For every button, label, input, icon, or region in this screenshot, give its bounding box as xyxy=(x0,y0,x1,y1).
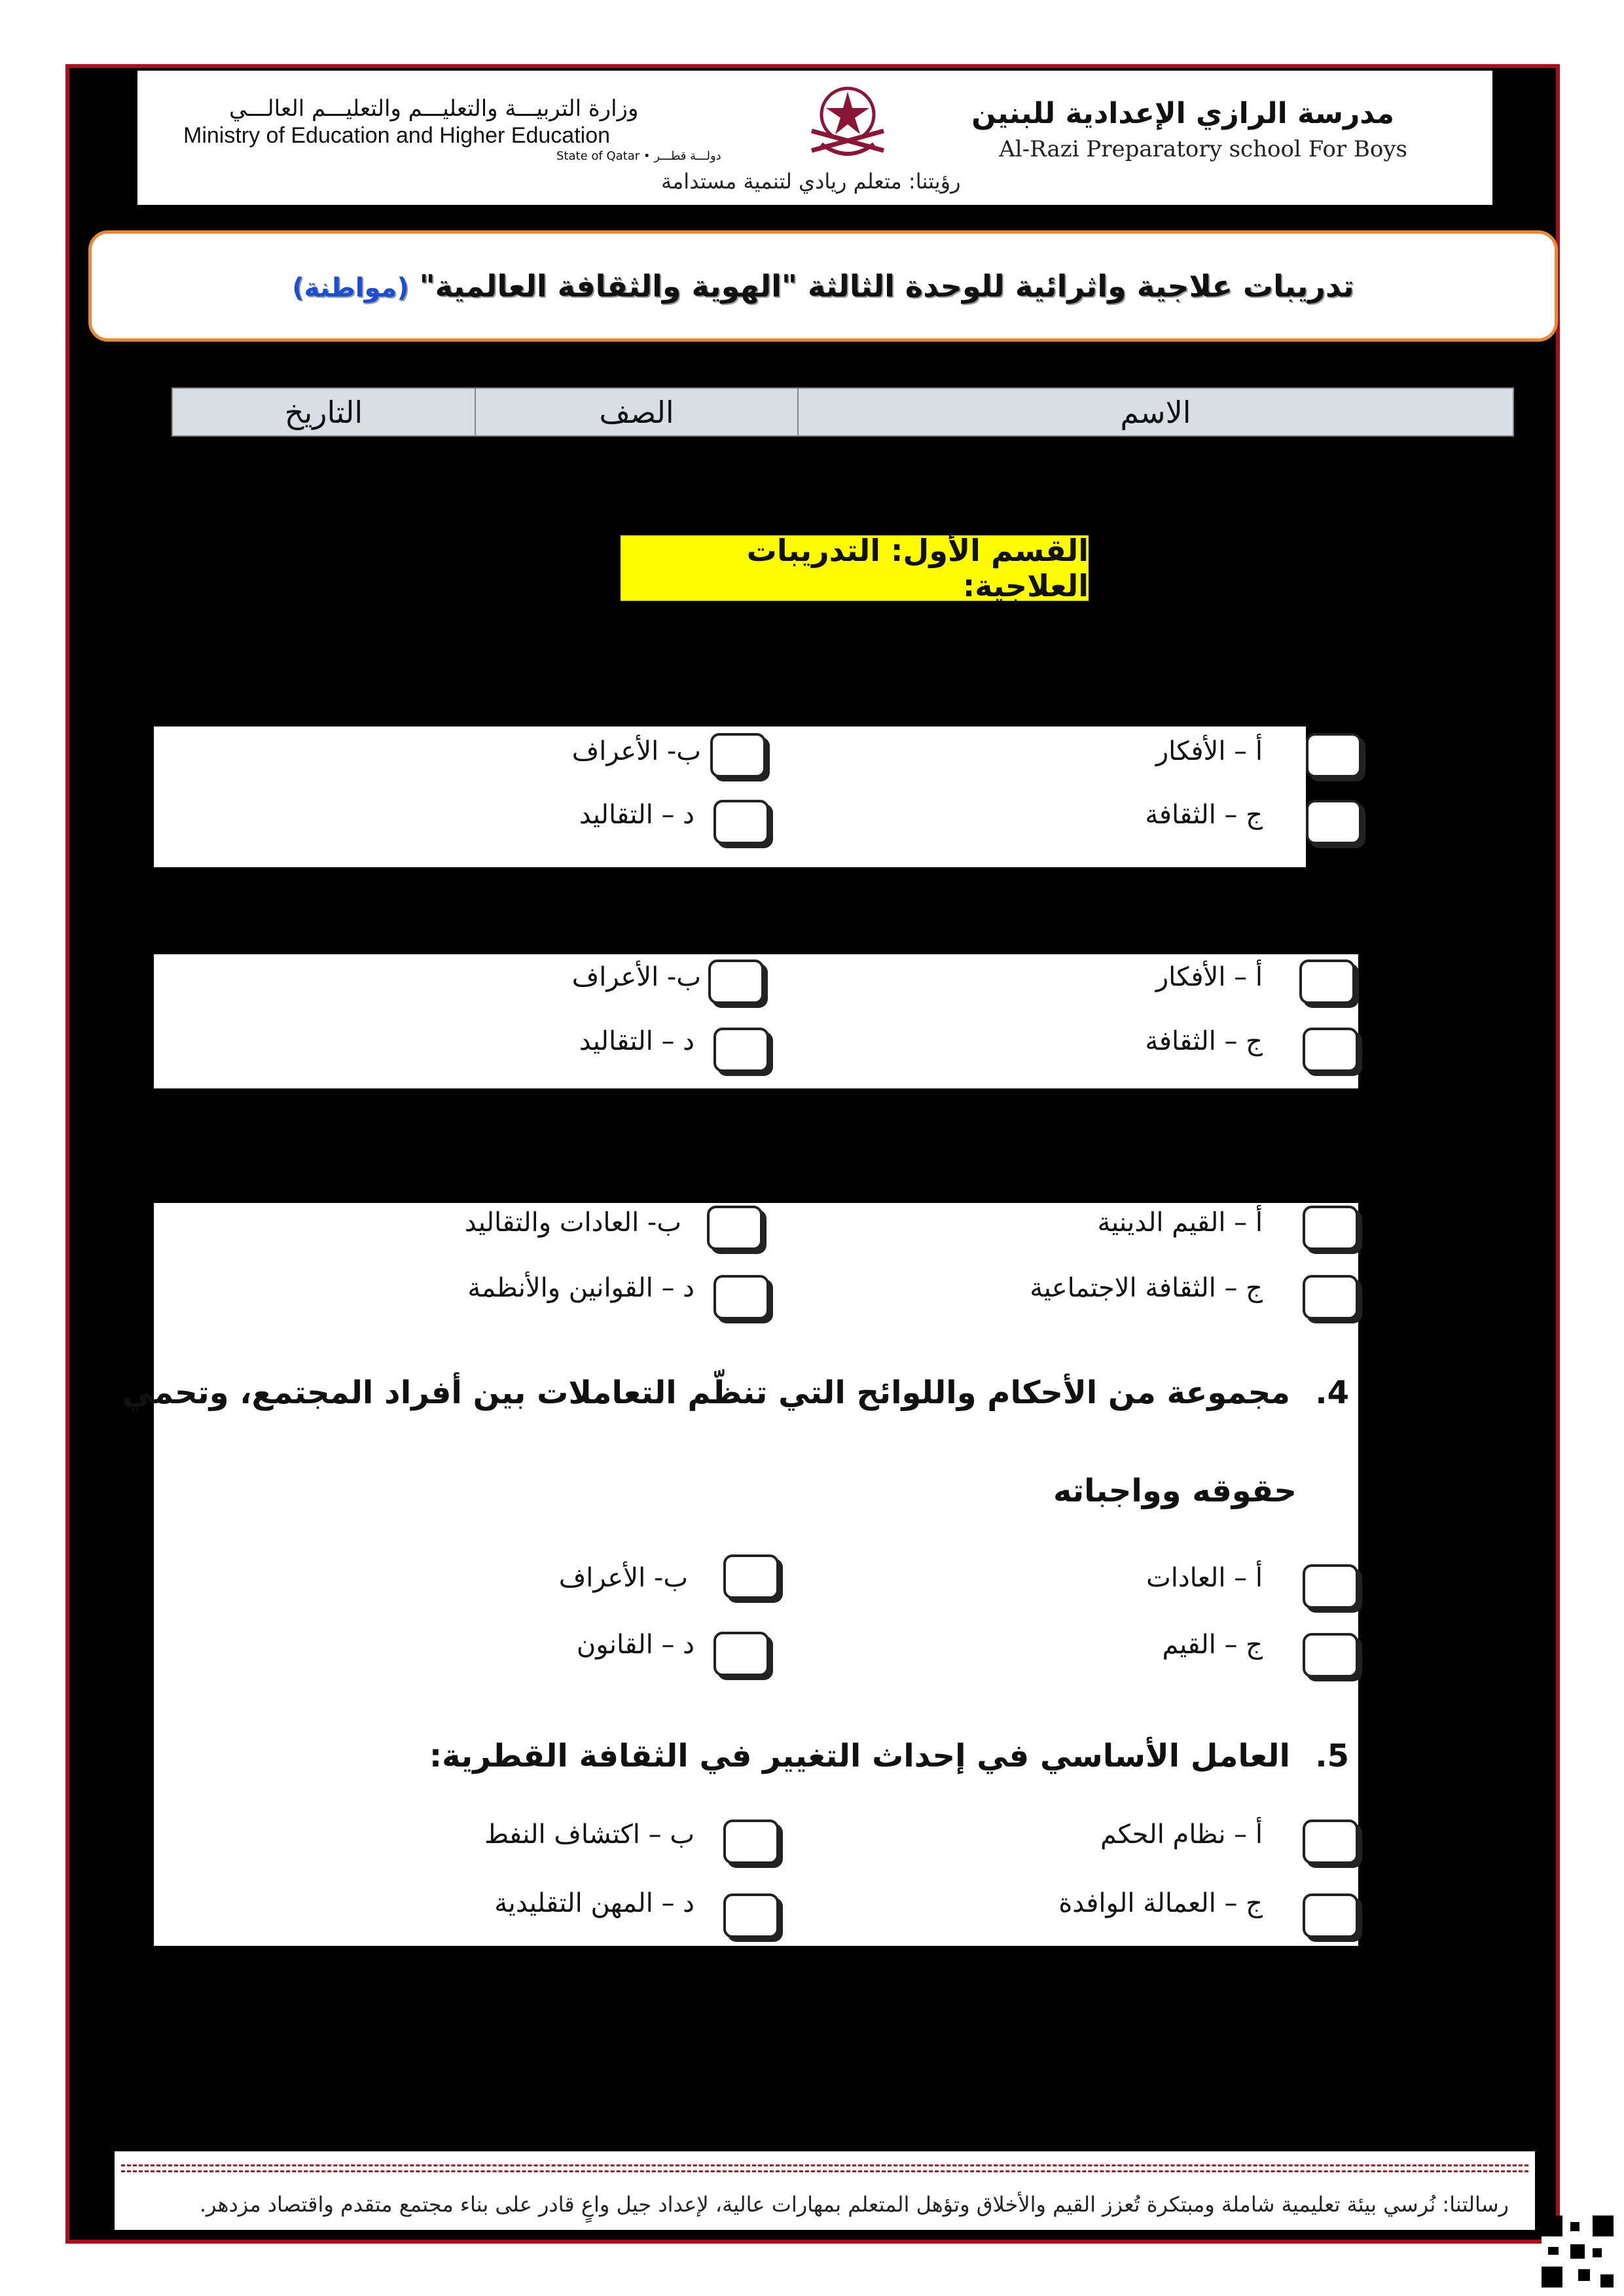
q2-option-c-checkbox[interactable] xyxy=(1303,1028,1358,1072)
q2-option-d: د – التقاليد xyxy=(579,1026,695,1056)
q5-option-b: ب – اكتشاف النفط xyxy=(484,1820,695,1850)
q3-option-b: ب- العادات والتقاليد xyxy=(464,1208,681,1238)
q5-option-a-checkbox[interactable] xyxy=(1303,1820,1358,1864)
q5-option-b-checkbox[interactable] xyxy=(723,1820,779,1864)
q1-option-c-checkbox[interactable] xyxy=(1306,800,1362,844)
ministry-name-ar: وزارة التربيـــة والتعليـــم والتعليـــم العالـــي xyxy=(229,96,639,122)
q3-option-d: د – القوانين والأنظمة xyxy=(467,1273,695,1303)
school-name-ar: مدرسة الرازي الإعدادية للبنين xyxy=(971,97,1394,130)
q5-option-c-checkbox[interactable] xyxy=(1303,1893,1358,1938)
date-field[interactable] xyxy=(171,387,476,437)
class-label: الصف xyxy=(599,394,674,430)
class-field[interactable] xyxy=(475,387,799,437)
q5-option-d-checkbox[interactable] xyxy=(723,1893,779,1938)
q4-option-b-checkbox[interactable] xyxy=(723,1554,779,1599)
q2-option-a: أ – الأفكار xyxy=(1155,962,1263,992)
section-heading: القسم الأول: التدريبات العلاجية: xyxy=(621,535,1089,601)
date-label: التاريخ xyxy=(284,394,363,430)
q3-option-b-checkbox[interactable] xyxy=(707,1206,763,1250)
q5-text-line1: العامل الأساسي في إحداث التغيير في الثقافة القطرية: xyxy=(429,1738,1290,1774)
q1-option-d-checkbox[interactable] xyxy=(713,800,769,844)
q4-option-a: أ – العادات xyxy=(1146,1563,1263,1593)
q4-number: 4. xyxy=(1315,1374,1349,1411)
q5-option-c: ج – العمالة الوافدة xyxy=(1058,1888,1263,1918)
name-label: الاسم xyxy=(1120,394,1191,430)
q4-option-d: د – القانون xyxy=(576,1630,695,1660)
worksheet-title xyxy=(292,268,1354,304)
q1-option-a-checkbox[interactable] xyxy=(1306,733,1362,778)
q1-option-b-checkbox[interactable] xyxy=(710,733,766,778)
q4-text-line2: حقوقه وواجباته xyxy=(1053,1473,1297,1509)
q4-option-b: ب- الأعراف xyxy=(558,1563,688,1593)
qr-code-icon xyxy=(1542,2215,1614,2287)
qatar-emblem-icon xyxy=(799,79,897,167)
q3-option-c-checkbox[interactable] xyxy=(1303,1275,1358,1319)
q4-option-d-checkbox[interactable] xyxy=(713,1632,769,1676)
school-name-en: Al-Razi Preparatory school For Boys xyxy=(999,136,1407,162)
footer-divider xyxy=(121,2164,1528,2172)
q4-text-line1: مجموعة من الأحكام واللوائح التي تنظّم التعاملات بين أفراد المجتمع، وتحمي xyxy=(122,1374,1290,1411)
state-label: State of Qatar • دولـــة قطـــر xyxy=(556,149,721,163)
q2-option-b-checkbox[interactable] xyxy=(708,960,764,1004)
q1-option-b: ب- الأعراف xyxy=(571,736,701,766)
mission-statement: رسالتنا: نُرسي بيئة تعليمية شاملة ومبتكرة تُعزز القيم والأخلاق وتؤهل المتعلم بمهارات عالية، لإعداد جيل واعٍ قادر على بناء مجتمع متقدم واقتصاد مزدهر. xyxy=(199,2192,1509,2217)
q4-option-a-checkbox[interactable] xyxy=(1303,1564,1358,1609)
q4-option-c-checkbox[interactable] xyxy=(1303,1633,1358,1677)
footer xyxy=(115,2151,1535,2230)
q2-option-d-checkbox[interactable] xyxy=(713,1028,769,1072)
q5-number: 5. xyxy=(1315,1738,1349,1774)
name-field[interactable] xyxy=(797,387,1514,437)
q5-option-d: د – المهن التقليدية xyxy=(494,1888,695,1918)
vision-statement: رؤيتنا: متعلم ريادي لتنمية مستدامة xyxy=(661,169,961,194)
q3-option-c: ج – الثقافة الاجتماعية xyxy=(1030,1273,1263,1303)
q3-option-d-checkbox[interactable] xyxy=(713,1275,769,1319)
q2-option-c: ج – الثقافة xyxy=(1145,1026,1263,1056)
title-subject: (مواطنة) xyxy=(292,273,409,303)
title-main: تدريبات علاجية واثرائية للوحدة الثالثة "الهوية والثقافة العالمية" xyxy=(419,268,1354,304)
q5-option-a: أ – نظام الحكم xyxy=(1100,1820,1263,1850)
q1-option-d: د – التقاليد xyxy=(579,800,695,830)
q1-option-a: أ – الأفكار xyxy=(1155,736,1263,766)
ministry-name-en: Ministry of Education and Higher Education xyxy=(183,123,611,148)
worksheet-title-box xyxy=(88,230,1558,342)
q2-option-b: ب- الأعراف xyxy=(571,962,701,992)
q3-option-a: أ – القيم الدينية xyxy=(1097,1208,1263,1238)
letterhead xyxy=(137,71,1492,205)
q3-option-a-checkbox[interactable] xyxy=(1303,1206,1358,1250)
q1-option-c: ج – الثقافة xyxy=(1145,800,1263,830)
q2-option-a-checkbox[interactable] xyxy=(1299,960,1355,1004)
q4-option-c: ج – القيم xyxy=(1162,1630,1263,1660)
